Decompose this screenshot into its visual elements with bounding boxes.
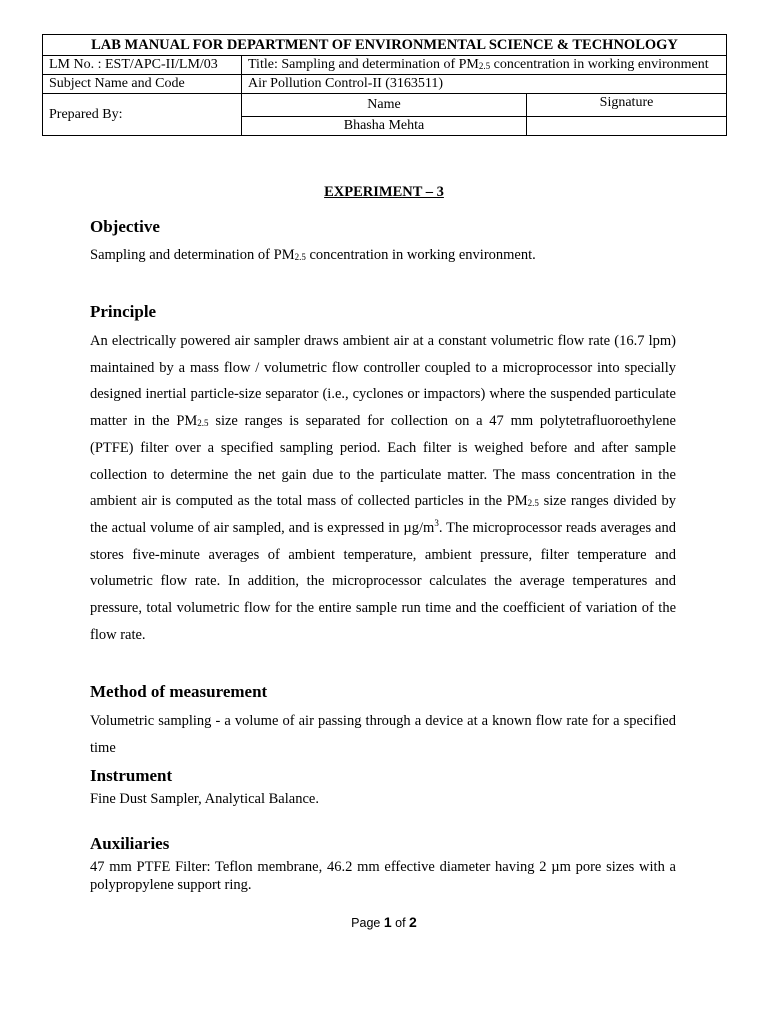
preparer-signature — [527, 117, 727, 136]
preparer-name: Bhasha Mehta — [242, 117, 527, 136]
experiment-title: EXPERIMENT – 3 — [324, 184, 444, 200]
instrument-text: Fine Dust Sampler, Analytical Balance. — [90, 791, 319, 807]
auxiliaries-text: 47 mm PTFE Filter: Teflon membrane, 46.2 mm effective diameter having 2 µm pore sizes with a polypropylene support ring. — [90, 859, 676, 893]
instrument-heading: Instrument — [90, 766, 173, 785]
principle-heading: Principle — [90, 302, 157, 321]
method-heading: Method of measurement — [90, 682, 268, 701]
principle-text: An electrically powered air sampler draws ambient air at a constant volumetric flow rate (16.7 lpm) maintained by a mass flow / volumetric flow controller coupled to a microprocessor into specially designed inertial particle-size separator (i.e., cyclones or impactors) where the suspended particulate matter in the $PM_{2.5}$ size ranges is separated for collection on a 47 mm polytetrafluoroethylene (PTFE) filter over a specified sampling period. Each filter is weighed before and after sample collection to determine the net gain due to the particulate matter. The mass concentration in the ambient air is computed as the total mass of collected particles in the $PM_{2.5}$ size ranges divided by the actual volume of air sampled, and is expressed in $\mu g/m^3$. The microprocessor reads averages and stores five-minute averages of ambient temperature, ambient pressure, filter temperature and volumetric flow rate. In addition, the microprocessor calculates the average temperatures and pressure, total volumetric flow for the entire sample run time and the coefficient of variation of the flow rate. — [90, 333, 676, 643]
prepared-by-label: Prepared By: — [43, 94, 242, 136]
document-title: Title: Sampling and determination of $PM_{2.5}$ concentration in working environment — [242, 56, 727, 75]
header-table — [42, 34, 727, 136]
page-footer: Page 1 of 2 — [351, 914, 417, 930]
objective-text: Sampling and determination of $PM_{2.5}$ concentration in working environment. — [90, 247, 536, 263]
subject-label: Subject Name and Code — [43, 75, 242, 94]
subject-value: Air Pollution Control-II (3163511) — [242, 75, 727, 94]
objective-heading: Objective — [90, 217, 160, 236]
lm-number: LM No. : EST/APC-II/LM/03 — [43, 56, 242, 75]
manual-title: LAB MANUAL FOR DEPARTMENT OF ENVIRONMENTAL SCIENCE & TECHNOLOGY — [43, 35, 727, 56]
signature-label: Signature — [527, 94, 727, 117]
name-label: Name — [242, 94, 527, 117]
auxiliaries-heading: Auxiliaries — [90, 834, 170, 853]
method-text: Volumetric sampling - a volume of air passing through a device at a known flow rate for a specified time — [90, 713, 676, 756]
